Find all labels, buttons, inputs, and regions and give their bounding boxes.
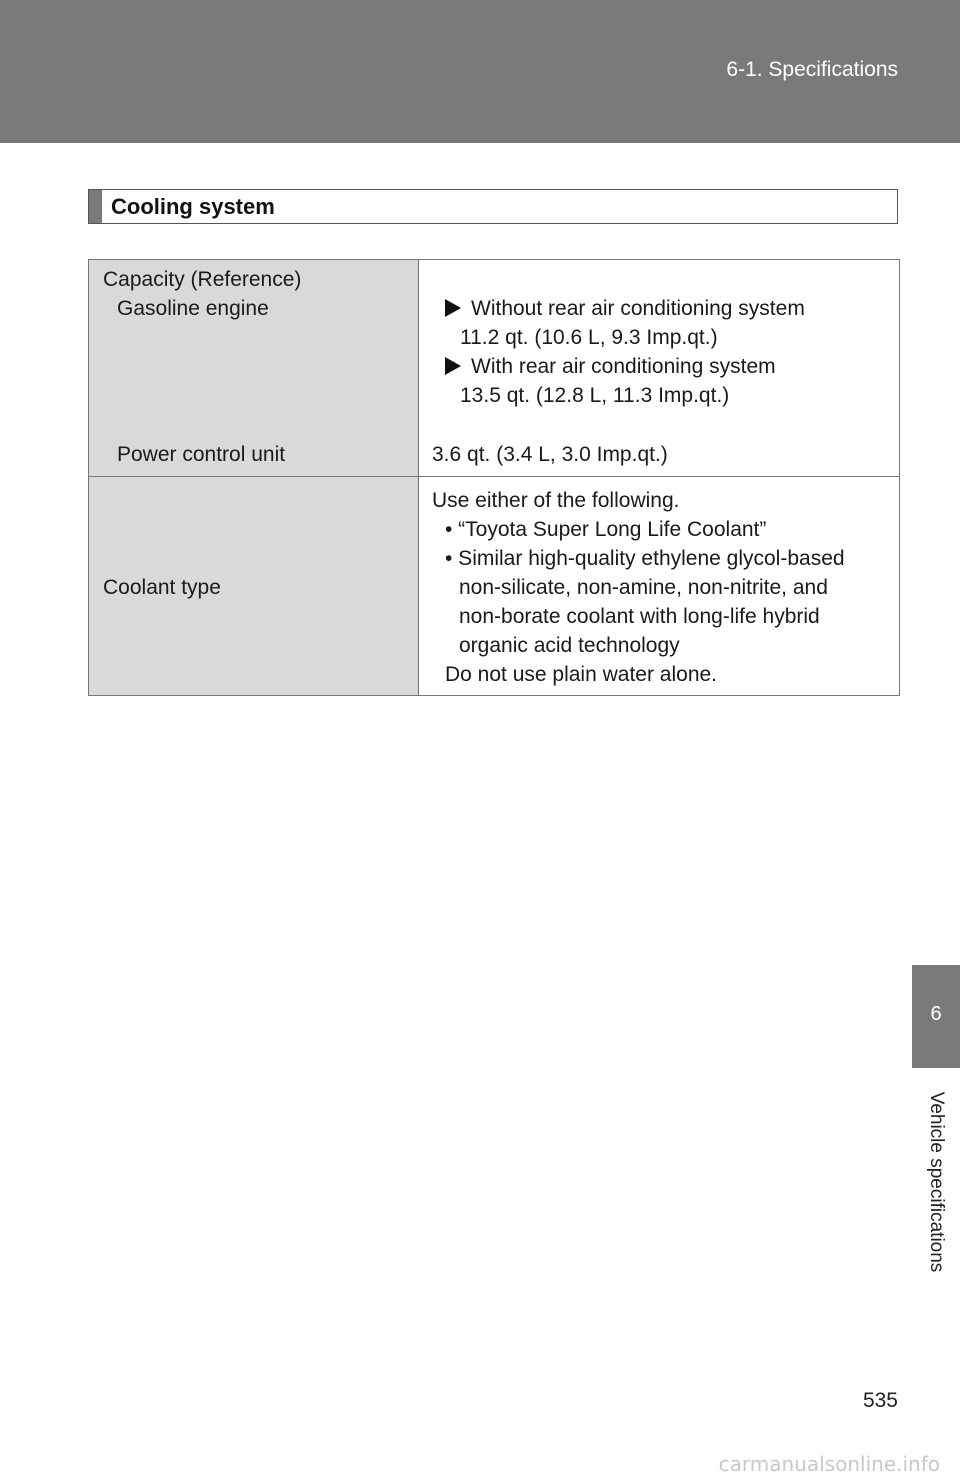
- option-value: 11.2 qt. (10.6 L, 9.3 Imp.qt.): [460, 326, 718, 349]
- coolant-bullet-continued: non-silicate, non-amine, non-nitrite, and: [459, 576, 828, 599]
- option-without-rear-ac: [445, 294, 805, 323]
- option-with-rear-ac: [445, 352, 776, 381]
- arrow-right-icon: [445, 299, 461, 317]
- watermark-text: carmanualsonline.info: [718, 1452, 940, 1476]
- table-value-cell: [419, 260, 900, 477]
- coolant-type-label: Coolant type: [103, 576, 221, 599]
- table-label-cell: [89, 477, 419, 696]
- section-heading-text: Cooling system: [111, 194, 275, 219]
- power-control-unit-label: Power control unit: [117, 443, 286, 466]
- coolant-bullet: • “Toyota Super Long Life Coolant”: [445, 518, 767, 541]
- heading-accent-bar: [89, 190, 102, 223]
- capacity-label: Capacity (Reference): [103, 268, 302, 291]
- coolant-note: Do not use plain water alone.: [445, 663, 718, 686]
- option-label: Without rear air conditioning system: [471, 297, 805, 320]
- coolant-bullet: • Similar high-quality ethylene glycol-based: [445, 547, 845, 570]
- spec-table: [88, 259, 900, 696]
- page-number: 535: [862, 1389, 898, 1412]
- chapter-number: 6: [930, 1003, 942, 1025]
- arrow-right-icon: [445, 357, 461, 375]
- table-value-cell: [419, 477, 900, 696]
- coolant-bullet-continued: non-borate coolant with long-life hybrid: [459, 605, 820, 628]
- table-row: [89, 260, 900, 477]
- table-label-cell: [89, 260, 419, 477]
- coolant-intro: Use either of the following.: [432, 489, 680, 512]
- option-value: 13.5 qt. (12.8 L, 11.3 Imp.qt.): [460, 384, 730, 407]
- table-row: [89, 477, 900, 696]
- chapter-tab[interactable]: [912, 965, 960, 1068]
- gasoline-engine-label: Gasoline engine: [117, 297, 269, 320]
- option-label: With rear air conditioning system: [471, 355, 776, 378]
- coolant-bullet-continued: organic acid technology: [459, 634, 680, 657]
- pcu-value: 3.6 qt. (3.4 L, 3.0 Imp.qt.): [432, 443, 668, 466]
- section-breadcrumb: 6-1. Specifications: [726, 58, 898, 81]
- section-heading: [88, 189, 898, 224]
- header-band: [0, 0, 960, 143]
- chapter-label: Vehicle specifications: [926, 1091, 947, 1273]
